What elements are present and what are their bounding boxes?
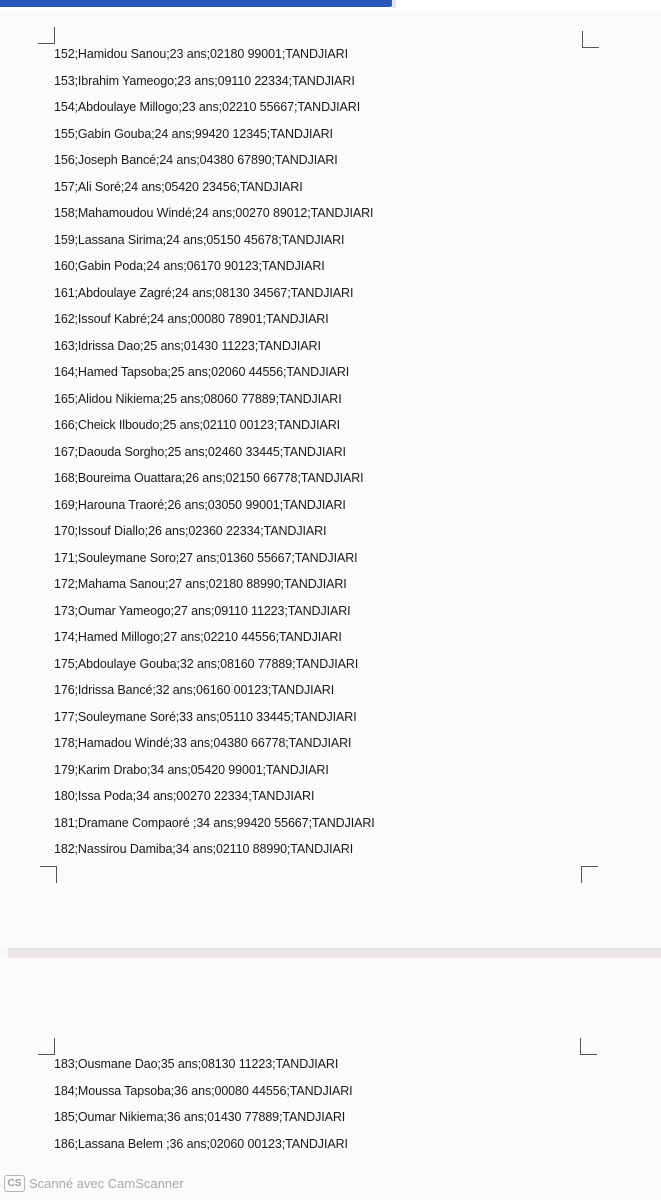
margin-corner-top-left-icon	[38, 1038, 55, 1055]
margin-corner-top-left-icon	[38, 27, 55, 44]
margin-corner-bottom-left-icon	[40, 866, 57, 883]
record-line: 169;Harouna Traoré;26 ans;03050 99001;TANDJIARI	[54, 497, 346, 512]
record-line: 159;Lassana Sirima;24 ans;05150 45678;TANDJIARI	[54, 232, 345, 247]
watermark-text: Scanné avec CamScanner	[29, 1176, 184, 1191]
record-line: 153;Ibrahim Yameogo;23 ans;09110 22334;TANDJIARI	[54, 73, 355, 88]
record-list-page-2	[54, 1051, 353, 1157]
record-line: 175;Abdoulaye Gouba;32 ans;08160 77889;TANDJIARI	[54, 656, 359, 671]
record-line: 160;Gabin Poda;24 ans;06170 90123;TANDJIARI	[54, 259, 325, 273]
record-list-page-1	[54, 41, 375, 863]
record-line: 172;Mahama Sanou;27 ans;02180 88990;TANDJIARI	[54, 577, 347, 591]
record-line: 184;Moussa Tapsoba;36 ans;00080 44556;TANDJIARI	[54, 1083, 353, 1098]
record-line: 182;Nassirou Damiba;34 ans;02110 88990;TANDJIARI	[54, 842, 354, 856]
record-line: 176;Idrissa Bancé;32 ans;06160 00123;TANDJIARI	[54, 683, 335, 697]
camscanner-watermark	[4, 1175, 184, 1192]
record-line: 186;Lassana Belem ;36 ans;02060 00123;TANDJIARI	[54, 1136, 348, 1151]
record-line: 171;Souleymane Soro;27 ans;01360 55667;TANDJIARI	[54, 550, 358, 565]
record-line: 179;Karim Drabo;34 ans;05420 99001;TANDJIARI	[54, 762, 329, 777]
record-line: 177;Souleymane Soré;33 ans;05110 33445;TANDJIARI	[54, 709, 357, 724]
record-line: 173;Oumar Yameogo;27 ans;09110 11223;TANDJIARI	[54, 603, 351, 618]
record-line: 185;Oumar Nikiema;36 ans;01430 77889;TANDJIARI	[54, 1110, 346, 1124]
title-bar-accent	[0, 0, 392, 7]
record-line: 156;Joseph Bancé;24 ans;04380 67890;TANDJIARI	[54, 153, 338, 167]
record-line: 167;Daouda Sorgho;25 ans;02460 33445;TANDJIARI	[54, 444, 346, 459]
record-line: 152;Hamidou Sanou;23 ans;02180 99001;TANDJIARI	[54, 47, 348, 61]
record-line: 170;Issouf Diallo;26 ans;02360 22334;TANDJIARI	[54, 524, 327, 538]
margin-corner-bottom-right-icon	[581, 866, 598, 883]
record-line: 178;Hamadou Windé;33 ans;04380 66778;TANDJIARI	[54, 736, 352, 750]
margin-corner-top-right-icon	[580, 1038, 597, 1055]
record-line: 183;Ousmane Dao;35 ans;08130 11223;TANDJIARI	[54, 1057, 339, 1071]
record-line: 154;Abdoulaye Millogo;23 ans;02210 55667;TANDJIARI	[54, 100, 361, 114]
record-line: 166;Cheick Ilboudo;25 ans;02110 00123;TANDJIARI	[54, 418, 340, 432]
record-line: 174;Hamed Millogo;27 ans;02210 44556;TANDJIARI	[54, 630, 342, 644]
record-line: 157;Ali Soré;24 ans;05420 23456;TANDJIARI	[54, 179, 303, 194]
title-bar-tab-edge	[392, 0, 396, 8]
record-line: 181;Dramane Compaoré ;34 ans;99420 55667;TANDJIARI	[54, 815, 375, 830]
record-line: 168;Boureima Ouattara;26 ans;02150 66778;TANDJIARI	[54, 471, 364, 485]
record-line: 180;Issa Poda;34 ans;00270 22334;TANDJIARI	[54, 789, 315, 803]
record-line: 164;Hamed Tapsoba;25 ans;02060 44556;TANDJIARI	[54, 365, 350, 379]
record-line: 155;Gabin Gouba;24 ans;99420 12345;TANDJIARI	[54, 126, 333, 141]
record-line: 158;Mahamoudou Windé;24 ans;00270 89012;TANDJIARI	[54, 206, 374, 220]
camscanner-logo-icon: CS	[4, 1175, 25, 1192]
window-top-bar	[0, 0, 661, 10]
record-line: 165;Alidou Nikiema;25 ans;08060 77889;TANDJIARI	[54, 391, 342, 406]
record-line: 162;Issouf Kabré;24 ans;00080 78901;TANDJIARI	[54, 312, 329, 326]
record-line: 163;Idrissa Dao;25 ans;01430 11223;TANDJIARI	[54, 338, 321, 353]
margin-corner-top-right-icon	[582, 31, 599, 48]
record-line: 161;Abdoulaye Zagré;24 ans;08130 34567;TANDJIARI	[54, 285, 354, 300]
